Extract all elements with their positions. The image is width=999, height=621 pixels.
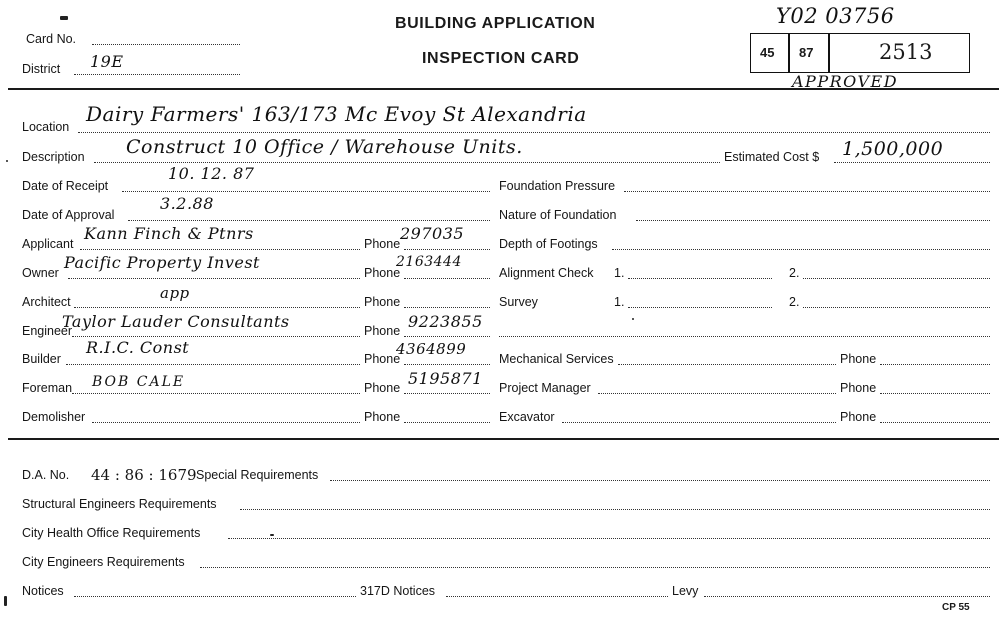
- excavator-phone-label: Phone: [840, 410, 877, 424]
- demolisher-label: Demolisher: [22, 410, 86, 424]
- description-value: Construct 10 Office / Warehouse Units.: [126, 136, 523, 158]
- foreman-phone-label: Phone: [364, 381, 401, 395]
- file-number: Y02 03756: [776, 4, 895, 28]
- scan-speck: [60, 16, 68, 20]
- box-cell-1: 45: [750, 33, 790, 73]
- foundation-pressure-label: Foundation Pressure: [499, 179, 616, 193]
- title-line2: INSPECTION CARD: [422, 50, 580, 67]
- levy-label: Levy: [672, 584, 699, 598]
- owner-value: Pacific Property Invest: [64, 253, 260, 272]
- foreman-phone-value: 5195871: [408, 369, 483, 388]
- project-manager-phone-label: Phone: [840, 381, 877, 395]
- alignment-check-label: Alignment Check: [499, 266, 594, 280]
- engineer-value: Taylor Lauder Consultants: [62, 312, 290, 331]
- district-value: 19E: [90, 52, 124, 71]
- applicant-label: Applicant: [22, 237, 74, 251]
- date-approval-label: Date of Approval: [22, 208, 115, 222]
- scan-speck: [632, 318, 634, 320]
- card-no-line: [92, 44, 240, 45]
- engineer-phone-label: Phone: [364, 324, 401, 338]
- title-line1: BUILDING APPLICATION: [395, 15, 596, 32]
- blank-line: [499, 336, 990, 337]
- da-no-value: 44 : 86 : 1679: [91, 466, 197, 484]
- notices-label: Notices: [22, 584, 64, 598]
- box-cell-3: 2513: [828, 33, 970, 73]
- scan-speck: [4, 596, 7, 606]
- owner-label: Owner: [22, 266, 59, 280]
- foreman-value: BOB CALE: [92, 374, 186, 390]
- date-receipt-value: 10. 12. 87: [168, 164, 255, 183]
- estimated-cost-value: 1,500,000: [842, 138, 944, 160]
- owner-phone-value: 2163444: [396, 254, 462, 270]
- builder-value: R.I.C. Const: [86, 338, 190, 357]
- engineer-phone-value: 9223855: [408, 312, 483, 331]
- mechanical-phone-label: Phone: [840, 352, 877, 366]
- city-engineers-requirements-label: City Engineers Requirements: [22, 555, 185, 569]
- applicant-value: Kann Finch & Ptnrs: [84, 224, 254, 243]
- special-requirements-label: Special Requirements: [196, 468, 319, 482]
- builder-phone-label: Phone: [364, 352, 401, 366]
- applicant-phone-value: 297035: [400, 224, 465, 243]
- excavator-label: Excavator: [499, 410, 555, 424]
- card-no-label: Card No.: [26, 32, 77, 46]
- scan-speck: [6, 160, 8, 162]
- builder-label: Builder: [22, 352, 61, 366]
- health-requirements-label: City Health Office Requirements: [22, 526, 201, 540]
- nature-foundation-label: Nature of Foundation: [499, 208, 617, 222]
- da-no-label: D.A. No.: [22, 468, 70, 482]
- architect-phone-label: Phone: [364, 295, 401, 309]
- architect-value: app: [160, 284, 190, 302]
- description-label: Description: [22, 150, 85, 164]
- district-label: District: [22, 62, 61, 76]
- location-label: Location: [22, 120, 70, 134]
- mechanical-services-label: Mechanical Services: [499, 352, 614, 366]
- location-value: Dairy Farmers' 163/173 Mc Evoy St Alexandria: [86, 102, 587, 126]
- architect-label: Architect: [22, 295, 71, 309]
- project-manager-label: Project Manager: [499, 381, 591, 395]
- notices-317d-label: 317D Notices: [360, 584, 436, 598]
- foreman-label: Foreman: [22, 381, 73, 395]
- bottom-divider: [8, 438, 999, 440]
- date-approval-value: 3.2.88: [160, 194, 214, 213]
- district-line: [74, 74, 240, 75]
- form-code: CP 55: [942, 602, 970, 613]
- date-receipt-label: Date of Receipt: [22, 179, 109, 193]
- top-divider: [8, 88, 999, 90]
- demolisher-phone-label: Phone: [364, 410, 401, 424]
- engineer-label: Engineer: [22, 324, 73, 338]
- depth-footings-label: Depth of Footings: [499, 237, 598, 251]
- estimated-cost-label: Estimated Cost $: [724, 150, 820, 164]
- scan-speck: [270, 534, 274, 536]
- survey-label: Survey: [499, 295, 538, 309]
- builder-phone-value: 4364899: [396, 340, 467, 358]
- structural-requirements-label: Structural Engineers Requirements: [22, 497, 217, 511]
- box-cell-2: 87: [788, 33, 830, 73]
- approved-stamp: APPROVED: [792, 72, 899, 91]
- owner-phone-label: Phone: [364, 266, 401, 280]
- applicant-phone-label: Phone: [364, 237, 401, 251]
